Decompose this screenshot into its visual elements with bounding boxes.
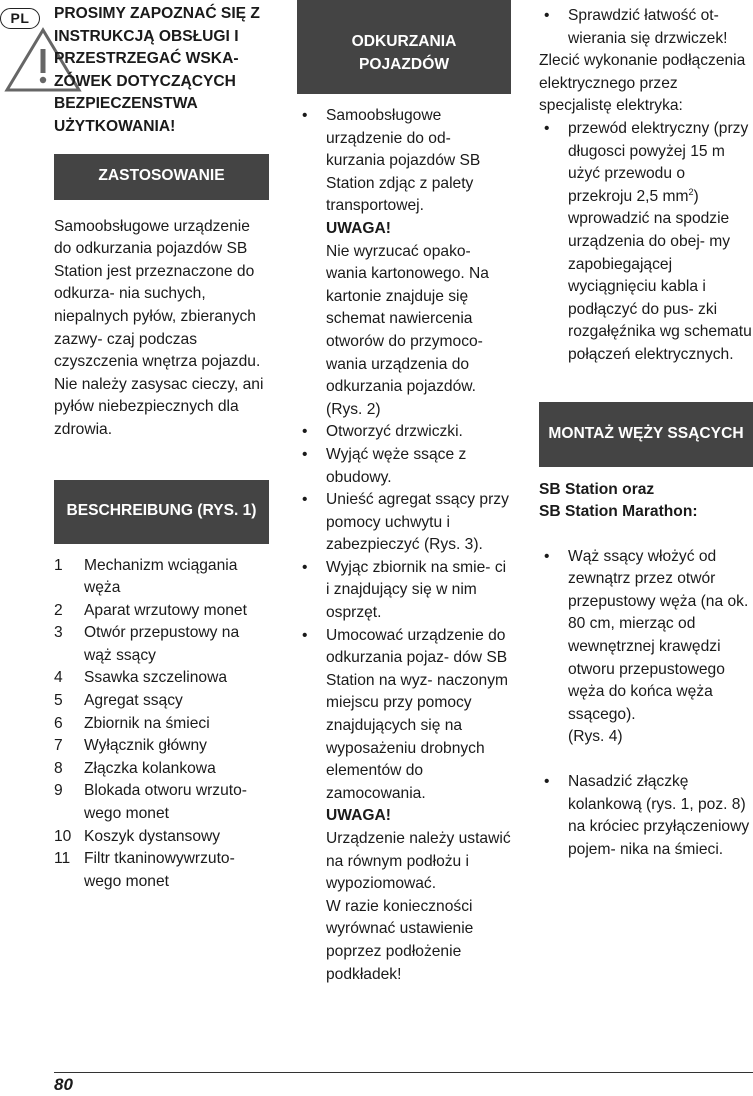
safety-intro: PROSIMY ZAPOZNAĆ SIĘ Z INSTRUKCJĄ OBSŁUGI I PRZESTRZEGAĆ WSKA- ZÓWEK DOTYCZĄCYCH BEZPIECZENSTWA UŻYTKOWANIA! [54,5,260,135]
list-item: 11 Filtr tkaninowywrzuto- wego monet [54,850,235,890]
list-item: 1 Mechanizm wciągania węża [54,556,238,597]
footer-divider [54,1072,753,1073]
list-item: • Umocować urządzenie do odkurzania pojaz- dów SB Station na wyz- naczonym miejscu przy pomocy znajdujących się na wyposażeniu drobnych elementów do zamocowania. UWAGA! Urządzenie należy ustawić na równym podłożu i wypoziomować. W razie konieczności wyrównać ustawienie poprzez podłożenie podkładek! [302,626,511,983]
list-item: 10 Koszyk dystansowy [54,827,221,845]
list-item: • Nasadzić złączkę kolankową (rys. 1, poz. 8) na króciec przyłączeniowy pojem- nika na śmieci. [544,773,750,858]
column-1 [54,0,269,893]
models-line-1: SB Station oraz [539,480,655,498]
setup-steps [297,105,511,986]
usage-text: Samoobsługowe urządzenie do odkurzania pojazdów SB Station jest przeznaczone do odkurza- nia suchych, niepalnych pyłów, zbieranych zazwy- czaj podczas czyszczenia wnętrza pojazdu. Nie należy zasysac cieczy, ani pyłów niebezpiecznych dla zdrowia. [54,217,264,438]
list-item: • Otworzyć drzwiczki. [302,423,463,441]
electrical-steps [539,118,753,367]
heading-vacuuming: ODKURZANIA POJAZDÓW [297,0,511,94]
list-item: • Samoobsługowe urządzenie do od- kurzania pojazdów SB Station zdjąc z palety transportowej. UWAGA! Nie wyrzucać opako- wania kartonowego. Na kartonie znajduje się schemat nawiercenia otworów do przymoco- wania urządzenia do odkurzania pojazdów. (Rys. 2) [302,107,489,418]
list-item: 8 Złączka kolankowa [54,759,216,777]
list-item: • Wąż ssący włożyć od zewnątrz przez otwór przepustowy węża (na ok. 80 cm, mierząc od wewnętrznej krawędzi otworu przepustowego węża do końca węża ssącego). (Rys. 4) [544,547,749,746]
list-item: 7 Wyłącznik główny [54,737,207,755]
page-number: 80 [54,1075,73,1094]
heading-description: BESCHREIBUNG (RYS. 1) [54,480,269,544]
list-item: 9 Blokada otworu wrzuto- wego monet [54,782,247,823]
heading-usage: ZASTOSOWANIE [54,154,269,200]
list-item: 6 Zbiornik na śmieci [54,714,210,732]
list-item: • Unieść agregat ssący przy pomocy uchwytu i zabezpieczyć (Rys. 3). [302,491,509,554]
warning-label: UWAGA! [326,807,391,825]
list-item: • Wyjąc zbiornik na smie- ci i znajdujący się w nim osprzęt. [302,558,507,622]
list-item: • Sprawdzić łatwość ot- wierania się drzwiczek! [544,7,728,47]
list-item: • przewód elektryczny (przy długosci powyżej 15 m użyć przewodu o przekroju 2,5 $mm^2$) wprowadzić na spodzie urządzenia do obej- my zapobiegającej wyciągnięciu kabla i podłączyć do pus- zki rozgałęźnika wg schematu połączeń elektrycznych. [544,119,752,363]
parts-list [54,555,269,894]
heading-hose-mounting: MONTAŻ WĘŻY SSĄCYCH [539,402,753,467]
list-item: 3 Otwór przepustowy na wąż ssący [54,624,240,664]
list-item: • Wyjąć węże ssące z obudowy. [302,445,467,486]
list-item: 2 Aparat wrzutowy monet [54,601,247,619]
check-steps [539,5,753,50]
electrical-text: Zlecić wykonanie podłączenia elektrycznego przez specjalistę elektryka: [539,52,746,115]
column-2 [297,0,511,986]
warning-label: UWAGA! [326,219,391,237]
column-3 [539,0,753,861]
language-badge: PL [0,8,40,29]
hose-steps [539,546,753,862]
list-item: 5 Agregat ssący [54,692,183,710]
list-item: 4 Ssawka szczelinowa [54,669,228,687]
models-line-2: SB Station Marathon: [539,503,698,521]
